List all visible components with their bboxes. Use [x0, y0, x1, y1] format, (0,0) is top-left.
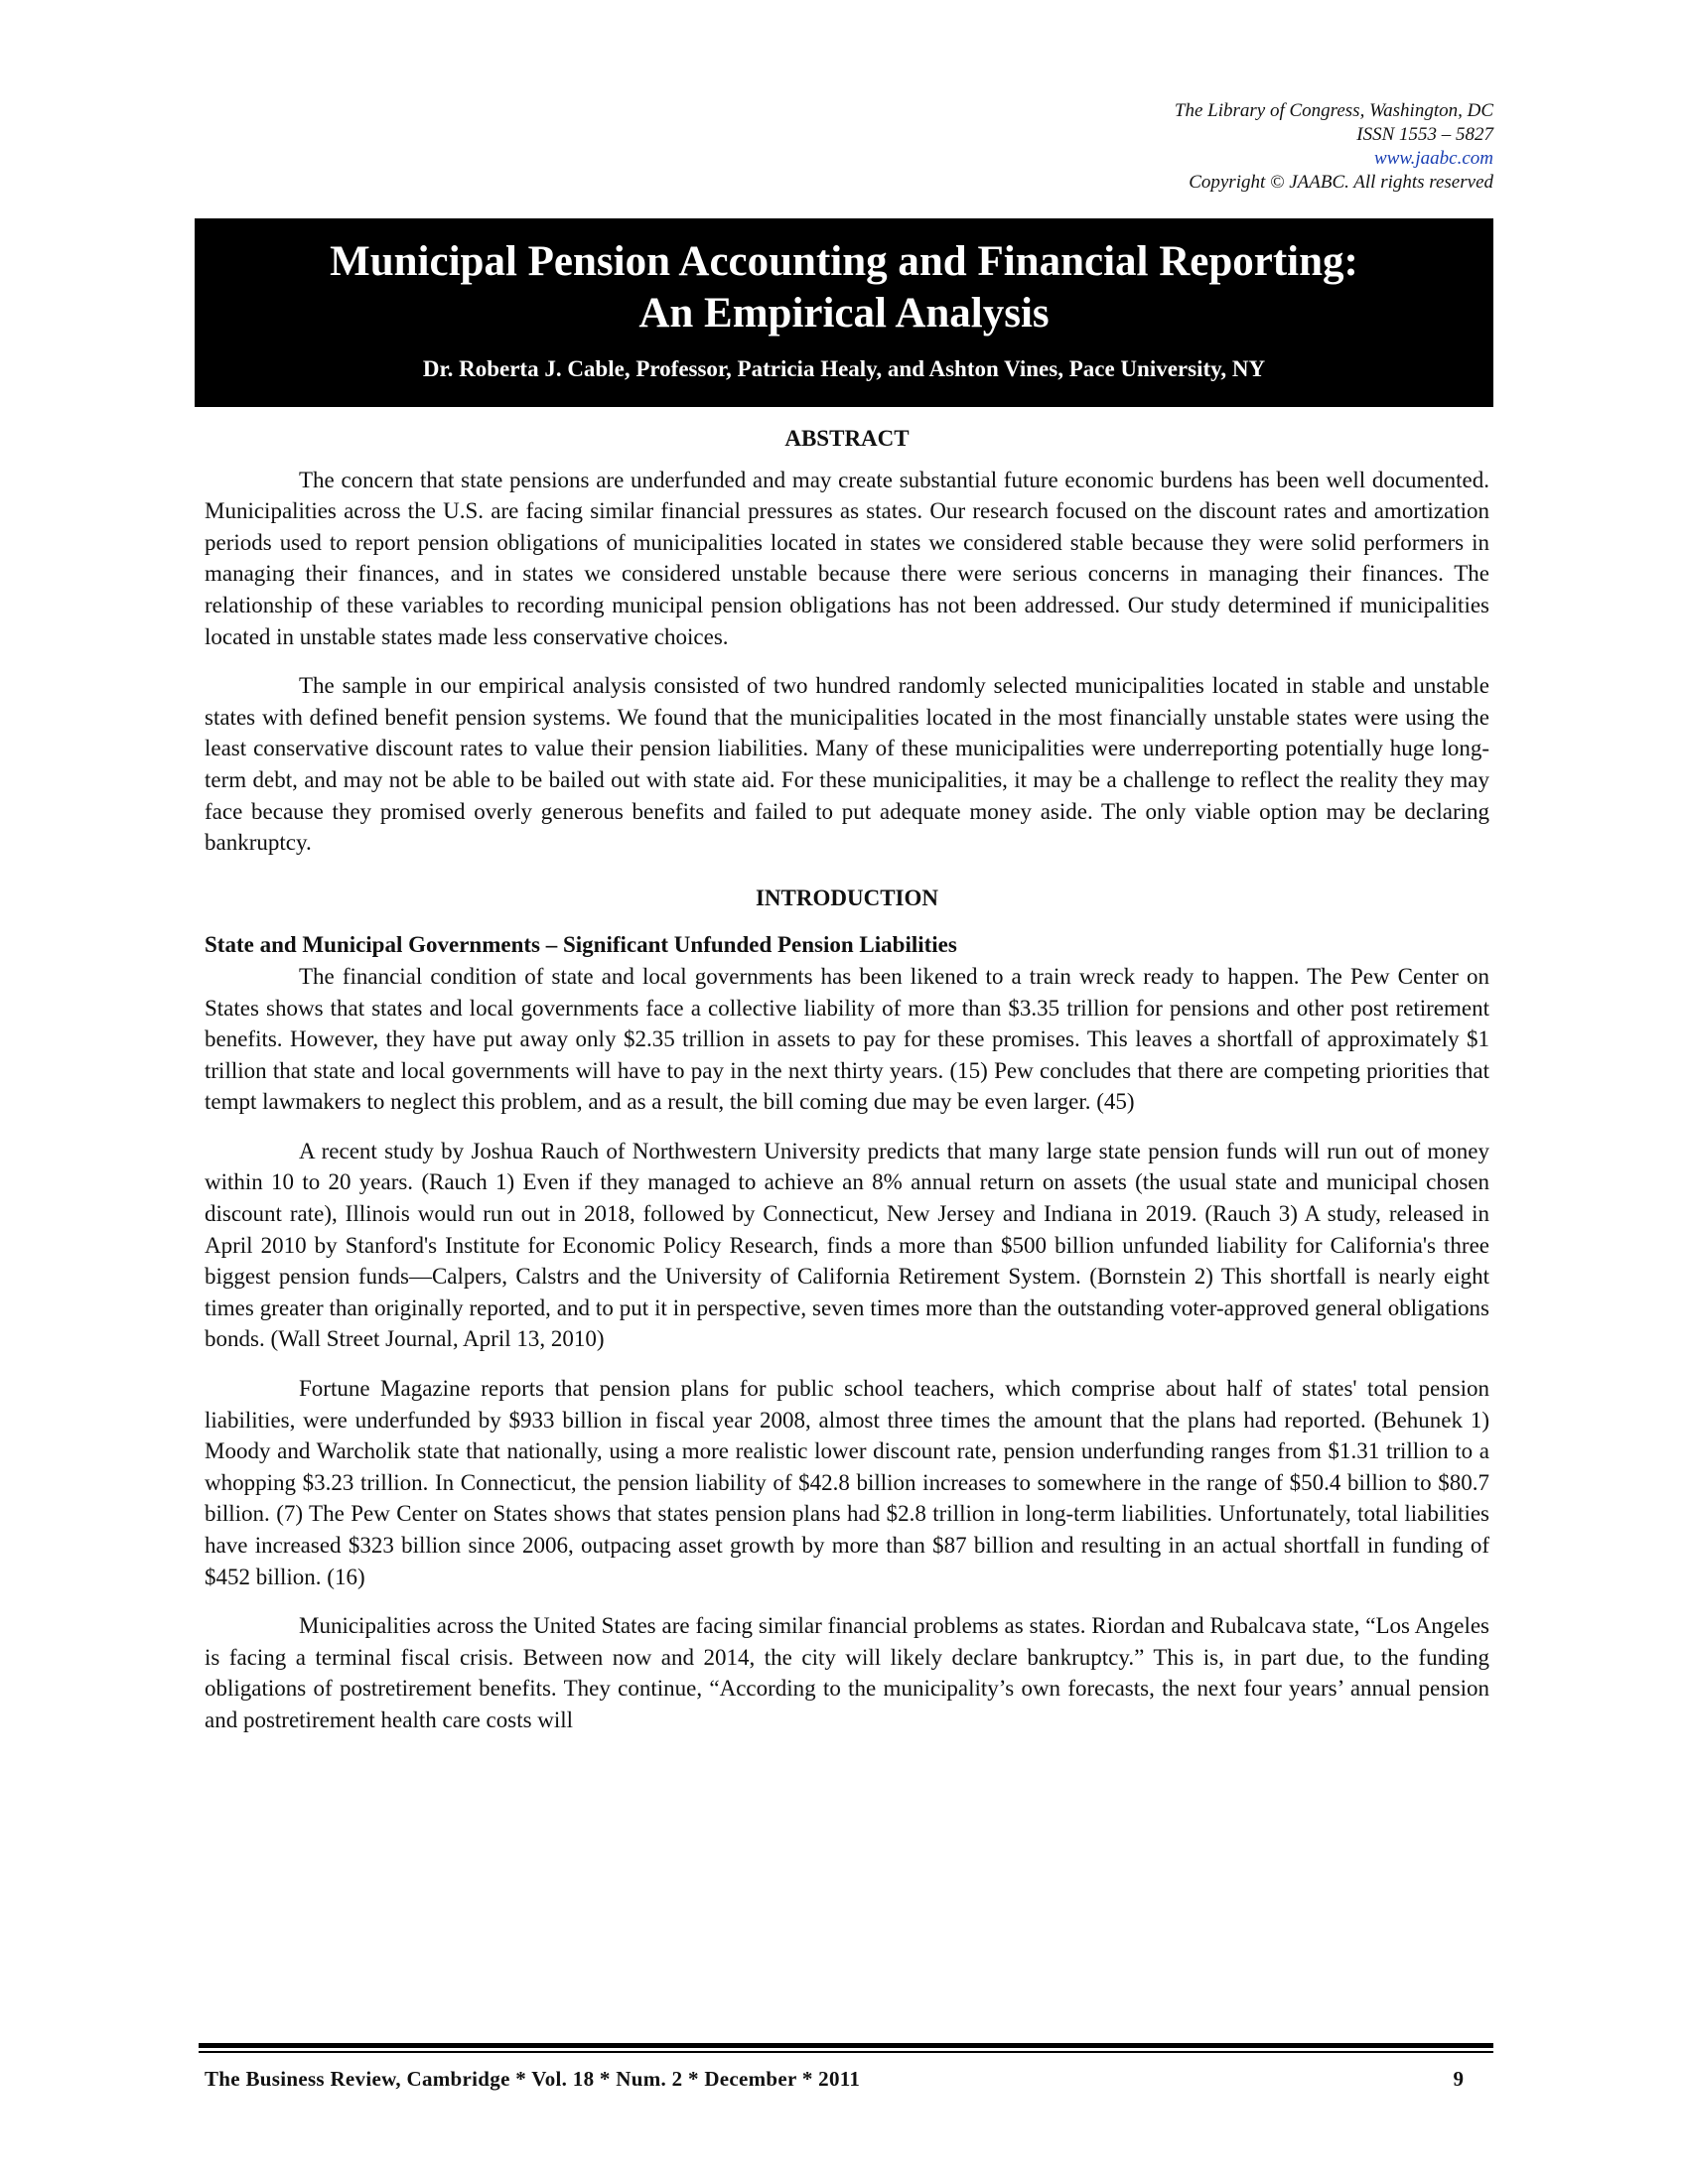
- intro-paragraph-1: The financial condition of state and local governments has been likened to a train wreck ready to happen. The Pew Center on States shows that states and local governments face a collective liability of more than $3.35 trillion for pensions and other post retirement benefits. However, they have put away only $2.35 trillion in assets to pay for these promises. This leaves a shortfall of approximately $1 trillion that state and local governments will have to pay in the next thirty years. (15) Pew concludes that there are competing priorities that tempt lawmakers to neglect this problem, and as a result, the bill coming due may be even larger. (45): [205, 963, 1489, 1115]
- footer-journal-citation: The Business Review, Cambridge * Vol. 18 * Num. 2 * December * 2011: [205, 2067, 861, 2091]
- masthead: [1175, 99, 1493, 195]
- abstract-heading: ABSTRACT: [784, 426, 910, 451]
- paper-title: Municipal Pension Accounting and Financial Reporting: An Empirical Analysis: [330, 238, 1358, 337]
- intro-paragraph-2: A recent study by Joshua Rauch of Northwestern University predicts that many large state pension funds will run out of money within 10 to 20 years. (Rauch 1) Even if they managed to achieve an 8% annual return on assets (the usual state and municipal chosen discount rate), Illinois would run out in 2018, followed by Connecticut, New Jersey and Indiana in 2019. (Rauch 3) A study, released in April 2010 by Stanford's Institute for Economic Policy Research, finds a more than $500 billion unfunded liability for California's three biggest pension funds—Calpers, Calstrs and the University of California Retirement System. (Bornstein 2) This shortfall is nearly eight times greater than originally reported, and to put it in perspective, seven times more than the outstanding voter-approved general obligations bonds. (Wall Street Journal, April 13, 2010): [205, 1138, 1489, 1352]
- paper-body: [205, 423, 1489, 1754]
- abstract-paragraph-2: The sample in our empirical analysis consisted of two hundred randomly selected municipalities located in stable and unstable states with defined benefit pension systems. We found that the municipalities located in the most financially unstable states were using the least conservative discount rates to value their pension liabilities. Many of these municipalities were underreporting potentially huge long-term debt, and may not be able to be bailed out with state aid. For these municipalities, it may be a challenge to reflect the reality they may face because they promised overly generous benefits and failed to put adequate money aside. The only viable option may be declaring bankruptcy.: [205, 673, 1489, 856]
- title-banner: [195, 218, 1493, 407]
- intro-paragraph-4: Municipalities across the United States are facing similar financial problems as states. Riordan and Rubalcava state, “Los Angeles is facing a terminal fiscal crisis. Between now and 2014, the city will likely declare bankruptcy.” This is, in part due, to the funding obligations of postretirement benefits. They continue, “According to the municipality’s own forecasts, the next four years’ annual pension and postretirement health care costs will: [205, 1613, 1489, 1732]
- footer-rule-thick: [199, 2043, 1493, 2048]
- masthead-issn-line: ISSN 1553 – 5827: [1356, 124, 1493, 145]
- abstract-paragraph-1: The concern that state pensions are underfunded and may create substantial future economic burdens has been well documented. Municipalities across the U.S. are facing similar financial pressures as states. Our research focused on the discount rates and amortization periods used to report pension obligations of municipalities located in states we considered stable because they were solid performers in managing their finances, and in states we considered unstable because there were serious concerns in managing their finances. The relationship of these variables to recording municipal pension obligations has not been addressed. Our study determined if municipalities located in unstable states made less conservative choices.: [205, 467, 1489, 649]
- masthead-copyright-line: Copyright © JAABC. All rights reserved: [1189, 172, 1493, 193]
- paper-authors: Dr. Roberta J. Cable, Professor, Patricia Healy, and Ashton Vines, Pace University, NY: [422, 356, 1266, 381]
- masthead-website-link[interactable]: www.jaabc.com: [1374, 148, 1493, 169]
- footer-rule-thin: [199, 2051, 1493, 2053]
- masthead-library-line: The Library of Congress, Washington, DC: [1174, 100, 1493, 121]
- section-subheading: State and Municipal Governments – Significant Unfunded Pension Liabilities: [205, 932, 957, 958]
- page-number: 9: [1453, 2067, 1464, 2091]
- introduction-heading: INTRODUCTION: [755, 885, 939, 910]
- intro-paragraph-3: Fortune Magazine reports that pension plans for public school teachers, which comprise about half of states' total pension liabilities, were underfunded by $933 billion in fiscal year 2008, almost three times the amount that the plans had reported. (Behunek 1) Moody and Warcholik state that nationally, using a more realistic lower discount rate, pension underfunding ranges from $1.31 trillion to a whopping $3.23 trillion. In Connecticut, the pension liability of $42.8 billion increases to somewhere in the range of $50.4 billion to $80.7 billion. (7) The Pew Center on States shows that states pension plans had $2.8 trillion in long-term liabilities. Unfortunately, total liabilities have increased $323 billion since 2006, outpacing asset growth by more than $87 billion and resulting in an actual shortfall in funding of $452 billion. (16): [205, 1376, 1489, 1589]
